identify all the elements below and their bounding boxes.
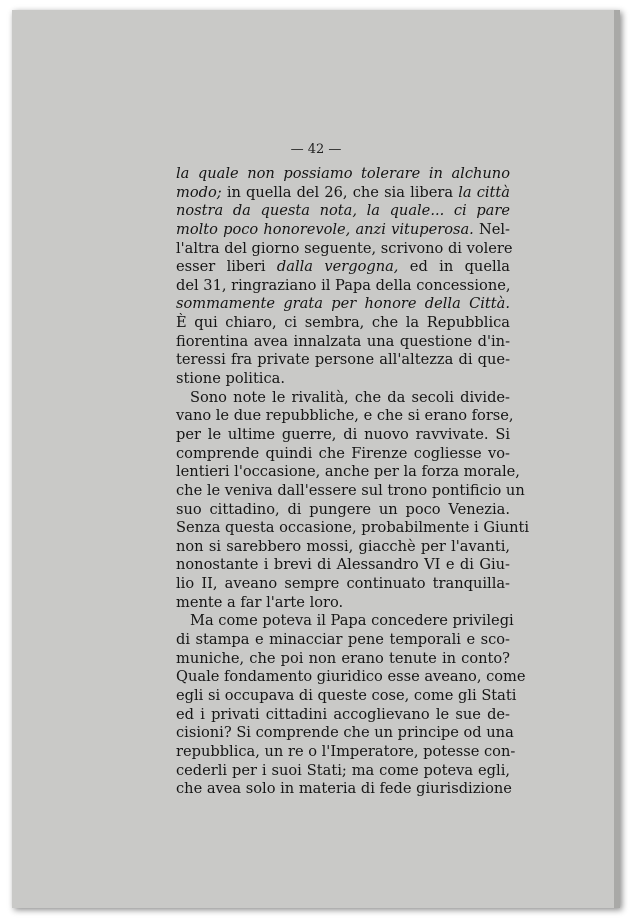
text-line [176, 538, 510, 557]
book-page [12, 10, 620, 908]
text-segment: vano le due repubbliche, e che si erano forse, [176, 407, 514, 425]
text-line [176, 407, 514, 426]
text-segment: lentieri l'occasione, anche per la forza morale, [176, 463, 520, 481]
text-segment: È qui chiaro, ci sembra, che la Repubblica [176, 314, 510, 332]
text-line [176, 594, 510, 613]
text-segment: ed i privati cittadini accoglievano le sue de- [176, 705, 510, 723]
text-line [176, 481, 525, 501]
text-segment: l'altra del giorno seguente, scrivono di volere [176, 239, 513, 257]
text-line [176, 612, 514, 631]
text-segment: esser liberi [176, 258, 277, 276]
text-line [176, 184, 510, 203]
text-segment: egli si occupava di queste cose, come gli Stati [176, 686, 517, 704]
text-segment: mente a far l'arte loro. [176, 593, 344, 611]
text-segment: non si sarebbero mossi, giacchè per l'avanti, [176, 537, 510, 555]
text-segment: Senza questa occasione, probabilmente i Giunti [176, 519, 530, 537]
text-line [176, 742, 516, 762]
text-segment: cisioni? Si comprende che un principe od una [176, 724, 514, 742]
text-line [176, 370, 510, 389]
text-segment: Sono note le rivalità, che da secoli divide- [190, 388, 510, 406]
italic-text: modo; [176, 183, 222, 201]
text-segment: fiorentina avea innalzata una questione d'in- [176, 332, 510, 350]
text-line [176, 295, 510, 314]
text-segment: repubblica, un re o l'Imperatore, potesse con- [176, 742, 516, 760]
text-line [176, 631, 510, 650]
italic-text: la città [458, 183, 510, 201]
italic-text: nostra da questa nota, la quale... ci pare [176, 202, 510, 220]
italic-text: la quale non possiamo tolerare in alchuno [176, 165, 510, 182]
text-line [176, 202, 510, 221]
text-line [176, 762, 510, 781]
text-line [176, 463, 520, 482]
italic-text: molto poco honorevole, anzi vituperosa. [176, 220, 474, 238]
text-segment: Quale fondamento giuridico esse aveano, come [176, 668, 526, 686]
text-line [176, 314, 510, 333]
text-segment: stione politica. [176, 370, 285, 388]
text-segment: Nel- [473, 220, 510, 238]
text-segment: di stampa e minacciar pene temporali e sco- [176, 631, 510, 649]
text-line [176, 351, 510, 370]
text-segment: Ma come poteva il Papa concedere privilegi [190, 612, 514, 630]
text-line [176, 501, 510, 520]
text-line [176, 706, 510, 725]
text-line [176, 650, 510, 669]
text-segment: per le ultime guerre, di nuovo ravvivate. Si [176, 425, 510, 443]
text-line [176, 258, 510, 277]
text-segment: ed in quella [398, 258, 510, 276]
text-line [176, 445, 510, 464]
text-line [176, 221, 510, 240]
text-line [176, 239, 513, 259]
body-text [176, 165, 530, 799]
text-segment: lio II, aveano sempre continuato tranquilla- [176, 575, 510, 593]
text-segment: teressi fra private persone all'altezza di que- [176, 351, 510, 369]
text-segment: suo cittadino, di pungere un poco Venezia. [176, 500, 510, 518]
text-segment: che avea solo in materia di fede giurisdizione [176, 780, 512, 798]
text-line [176, 165, 510, 184]
text-line [176, 519, 530, 538]
text-line [176, 277, 510, 296]
text-segment: comprende quindi che Firenze cogliesse vo- [176, 444, 510, 462]
text-segment: in quella del 26, che sia libera [221, 183, 459, 201]
text-line [176, 426, 510, 445]
text-line [176, 668, 526, 687]
page-number: — 42 — [290, 142, 342, 157]
italic-text: sommamente grata per honore della Città. [176, 295, 510, 313]
text-segment: nonostante i brevi di Alessandro VI e di Giu- [176, 556, 510, 574]
text-segment: che le veniva dall'essere sul trono pontificio un [176, 481, 525, 499]
text-line [176, 556, 510, 575]
text-line [176, 724, 514, 743]
text-line [176, 686, 517, 706]
text-segment: del 31, ringraziano il Papa della concessione, [176, 276, 511, 294]
text-line [176, 780, 510, 799]
text-segment: cederli per i suoi Stati; ma come poteva egli, [176, 761, 510, 779]
text-line [176, 575, 510, 594]
text-line [176, 389, 510, 408]
italic-text: dalla vergogna, [276, 258, 399, 276]
text-segment: muniche, che poi non erano tenute in conto? [176, 649, 510, 667]
text-line [176, 333, 510, 352]
